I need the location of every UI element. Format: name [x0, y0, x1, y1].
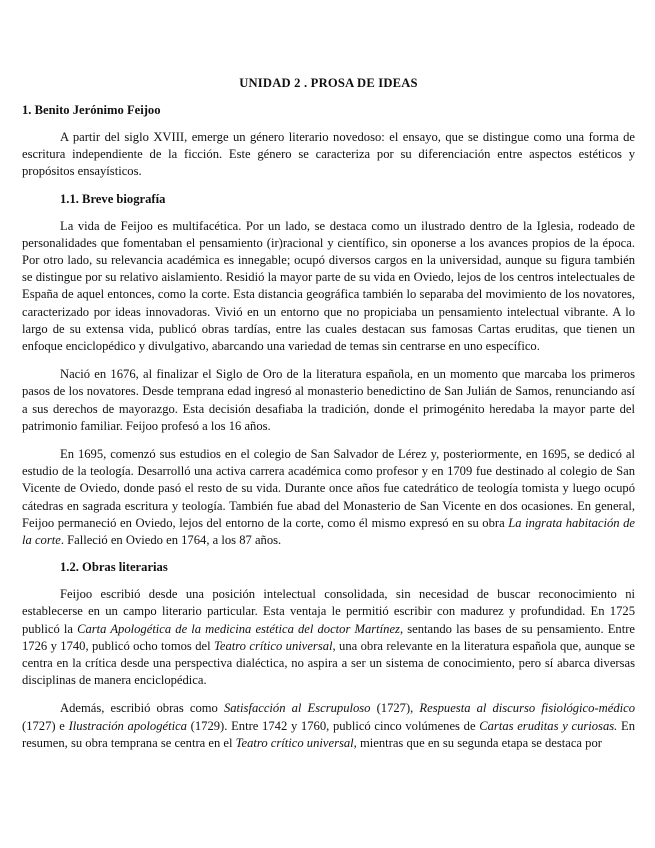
text-run: Feijoo escribió desde una posición intelectual consolidada, sin necesidad de buscar reconocimiento ni establecerse en un campo literario particular. Esta ventaja le permitió escribir con madurez y profundidad. En 1725 publicó la [22, 587, 635, 636]
work-title: Teatro crítico universal [235, 735, 354, 750]
text-run: , sentando las bases de su pensamiento. Entre 1726 y 1740, publicó ocho tomos del [22, 621, 635, 653]
text-run: (1727) e [22, 718, 69, 733]
page-title: UNIDAD 2 . PROSA DE IDEAS [239, 76, 418, 90]
text-run: , mientras que en su segunda etapa se destaca por [353, 735, 602, 750]
work-title: Teatro crítico universal [214, 638, 333, 653]
text-run: En resumen, su obra temprana se centra en el [22, 718, 635, 750]
works-paragraph-2 [22, 700, 635, 752]
intro-paragraph: A partir del siglo XVIII, emerge un género literario novedoso: el ensayo, que se distingue como una forma de escritura independiente de la ficción. Este género se caracteriza por su diferenciación entre aspectos estéticos y propósitos ensayísticos. [22, 130, 635, 179]
section-heading: 1. Benito Jerónimo Feijoo [22, 103, 161, 117]
work-title: Cartas eruditas y curiosas. [479, 718, 618, 733]
text-run: (1727), [370, 701, 420, 716]
text-run: Además, escribió obras como [60, 701, 224, 716]
work-title: Carta Apologética de la medicina estética del doctor Martínez [77, 621, 400, 636]
text-run: En 1695, comenzó sus estudios en el colegio de San Salvador de Lérez y, posteriormente, en 1695, se dedicó al estudio de la teología. Desarrolló una activa carrera académica como profesor y en 1709 fue destinado al colegio de San Vicente de Oviedo, donde pasó el resto de su vida. Durante once años fue catedrático de teología tomista y luego ocupó cátedras en sagrada escritura y teología. También fue abad del Monasterio de San Vicente en dos ocasiones. En general, Feijoo permaneció en Oviedo, lejos del entorno de la corte, como él mismo expresó en su obra [22, 447, 635, 530]
work-title: Satisfacción al Escrupuloso [223, 701, 371, 716]
text-run: , una obra relevante en la literatura española que, aunque se centra en la crítica desde una perspectiva dialéctica, no aspira a ser un sistema de conocimiento, pero sí abarca diversas disciplinas de manera enciclopédica. [22, 638, 635, 688]
biography-paragraph-2: Nació en 1676, al finalizar el Siglo de Oro de la literatura española, en un momento que marcaba los primeros pasos de los novatores. Desde temprana edad ingresó al monasterio benedictino de San Julián de Samos, renunciando así a sus derechos de mayorazgo. Esta decisión desafiaba la tradición, donde el primogénito heredaba la mayor parte del patrimonio familiar. Feijoo profesó a los 16 años. [22, 367, 635, 433]
biography-paragraph-3 [22, 446, 635, 549]
subsection-heading-biography: 1.1. Breve biografía [60, 191, 166, 206]
work-title: Ilustración apologética [68, 718, 187, 733]
subsection-heading-works: 1.2. Obras literarias [60, 560, 168, 575]
text-run: . Falleció en Oviedo en 1764, a los 87 años. [60, 533, 282, 548]
biography-paragraph-1: La vida de Feijoo es multifacética. Por un lado, se destaca como un ilustrado dentro de la Iglesia, rodeado de personalidades que fomentaban el pensamiento (ir)racional y científico, sin oponerse a los avances propios de la época. Por otro lado, su relevancia académica es innegable; ocupó diversos cargos en la universidad, aunque su figura también se distingue por su relativo aislamiento. Residió la mayor parte de su vida en Oviedo, lejos de los centros intelectuales de España de aquel entonces, como la corte. Esta distancia geográfica también lo separaba del movimiento de los novatores, caracterizado por ideas innovadoras. Vivió en un entorno que no propiciaba un pensamiento intelectual vibrante. A lo largo de su extensa vida, publicó obras tardías, entre las cuales destacan sus famosas Cartas eruditas, que tienen un enfoque enciclopédico y divulgativo, abarcando una variedad de temas sin centrarse en uno específico. [22, 218, 635, 354]
text-run: (1729). Entre 1742 y 1760, publicó cinco volúmenes de [186, 718, 480, 733]
work-title: Respuesta al discurso fisiológico-médico [419, 701, 635, 716]
works-paragraph-1 [22, 586, 635, 689]
work-title: La ingrata habitación de la corte [22, 515, 635, 548]
